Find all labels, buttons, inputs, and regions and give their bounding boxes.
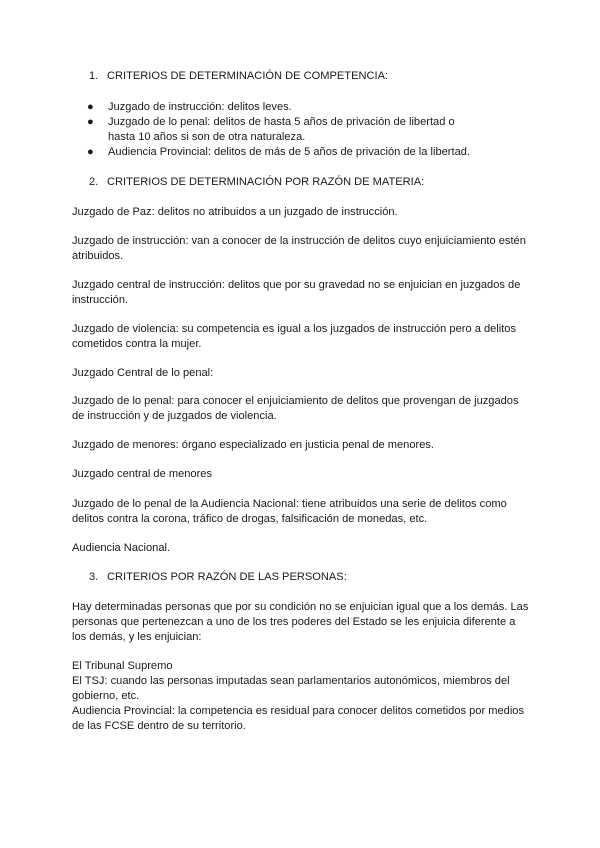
personas-block bbox=[72, 659, 532, 734]
paragraph: Juzgado central de menores bbox=[72, 468, 212, 480]
text-line: El Tribunal Supremo bbox=[72, 660, 173, 672]
bullet-text: Audiencia Provincial: delitos de más de 5 años de privación de la libertad. bbox=[108, 146, 470, 158]
text-line: El TSJ: cuando las personas imputadas sean parlamentarios autonómicos, miembros del gobierno, etc. bbox=[72, 675, 510, 702]
competencia-bullet-list bbox=[72, 100, 542, 160]
list-item bbox=[72, 115, 542, 145]
paragraph: Juzgado de instrucción: van a conocer de la instrucción de delitos cuyo enjuiciamiento estén atribuidos. bbox=[72, 235, 526, 262]
section-heading-2 bbox=[89, 175, 559, 190]
bullet-icon: ● bbox=[87, 116, 94, 128]
paragraph: Juzgado central de instrucción: delitos que por su gravedad no se enjuician en juzgados de instrucción. bbox=[72, 279, 521, 306]
section-title: CRITERIOS DE DETERMINACIÓN POR RAZÓN DE MATERIA: bbox=[107, 176, 425, 188]
section-title: CRITERIOS POR RAZÓN DE LAS PERSONAS: bbox=[107, 571, 347, 583]
section-title: CRITERIOS DE DETERMINACIÓN DE COMPETENCIA: bbox=[107, 70, 389, 82]
paragraph: Juzgado de violencia: su competencia es igual a los juzgados de instrucción pero a delitos cometidos contra la mujer. bbox=[72, 323, 517, 350]
text-line: Audiencia Provincial: la competencia es residual para conocer delitos cometidos por medios de las FCSE dentro de su territorio. bbox=[72, 705, 524, 732]
list-item bbox=[72, 145, 542, 160]
list-item bbox=[72, 100, 542, 115]
section-heading-1 bbox=[89, 69, 559, 84]
section-number: 3. bbox=[89, 571, 99, 583]
paragraph: Audiencia Nacional. bbox=[72, 542, 171, 554]
paragraph: Juzgado de Paz: delitos no atribuidos a un juzgado de instrucción. bbox=[72, 206, 398, 218]
paragraph: Juzgado Central de lo penal: bbox=[72, 367, 214, 379]
bullet-text: Juzgado de instrucción: delitos leves. bbox=[108, 101, 292, 113]
bullet-text: Juzgado de lo penal: delitos de hasta 5 años de privación de libertad o hasta 10 años si son de otra naturaleza. bbox=[108, 116, 455, 143]
bullet-icon: ● bbox=[87, 101, 94, 113]
paragraph: Juzgado de lo penal: para conocer el enjuiciamiento de delitos que provengan de juzgados de instrucción y de juzgados de violencia. bbox=[72, 395, 519, 422]
paragraph: Juzgado de lo penal de la Audiencia Nacional: tiene atribuidos una serie de delitos como delitos contra la corona, tráfico de drogas, falsificación de monedas, etc. bbox=[72, 498, 507, 525]
paragraph: Juzgado de menores: órgano especializado en justicia penal de menores. bbox=[72, 439, 435, 451]
section-number: 2. bbox=[89, 176, 99, 188]
bullet-icon: ● bbox=[87, 146, 94, 158]
paragraph: Hay determinadas personas que por su condición no se enjuician igual que a los demás. Las personas que pertenezcan a uno de los tres poderes del Estado se les enjuicia diferente a los demás, y les enjuician: bbox=[72, 601, 529, 643]
section-heading-3 bbox=[89, 570, 559, 585]
section-number: 1. bbox=[89, 70, 99, 82]
